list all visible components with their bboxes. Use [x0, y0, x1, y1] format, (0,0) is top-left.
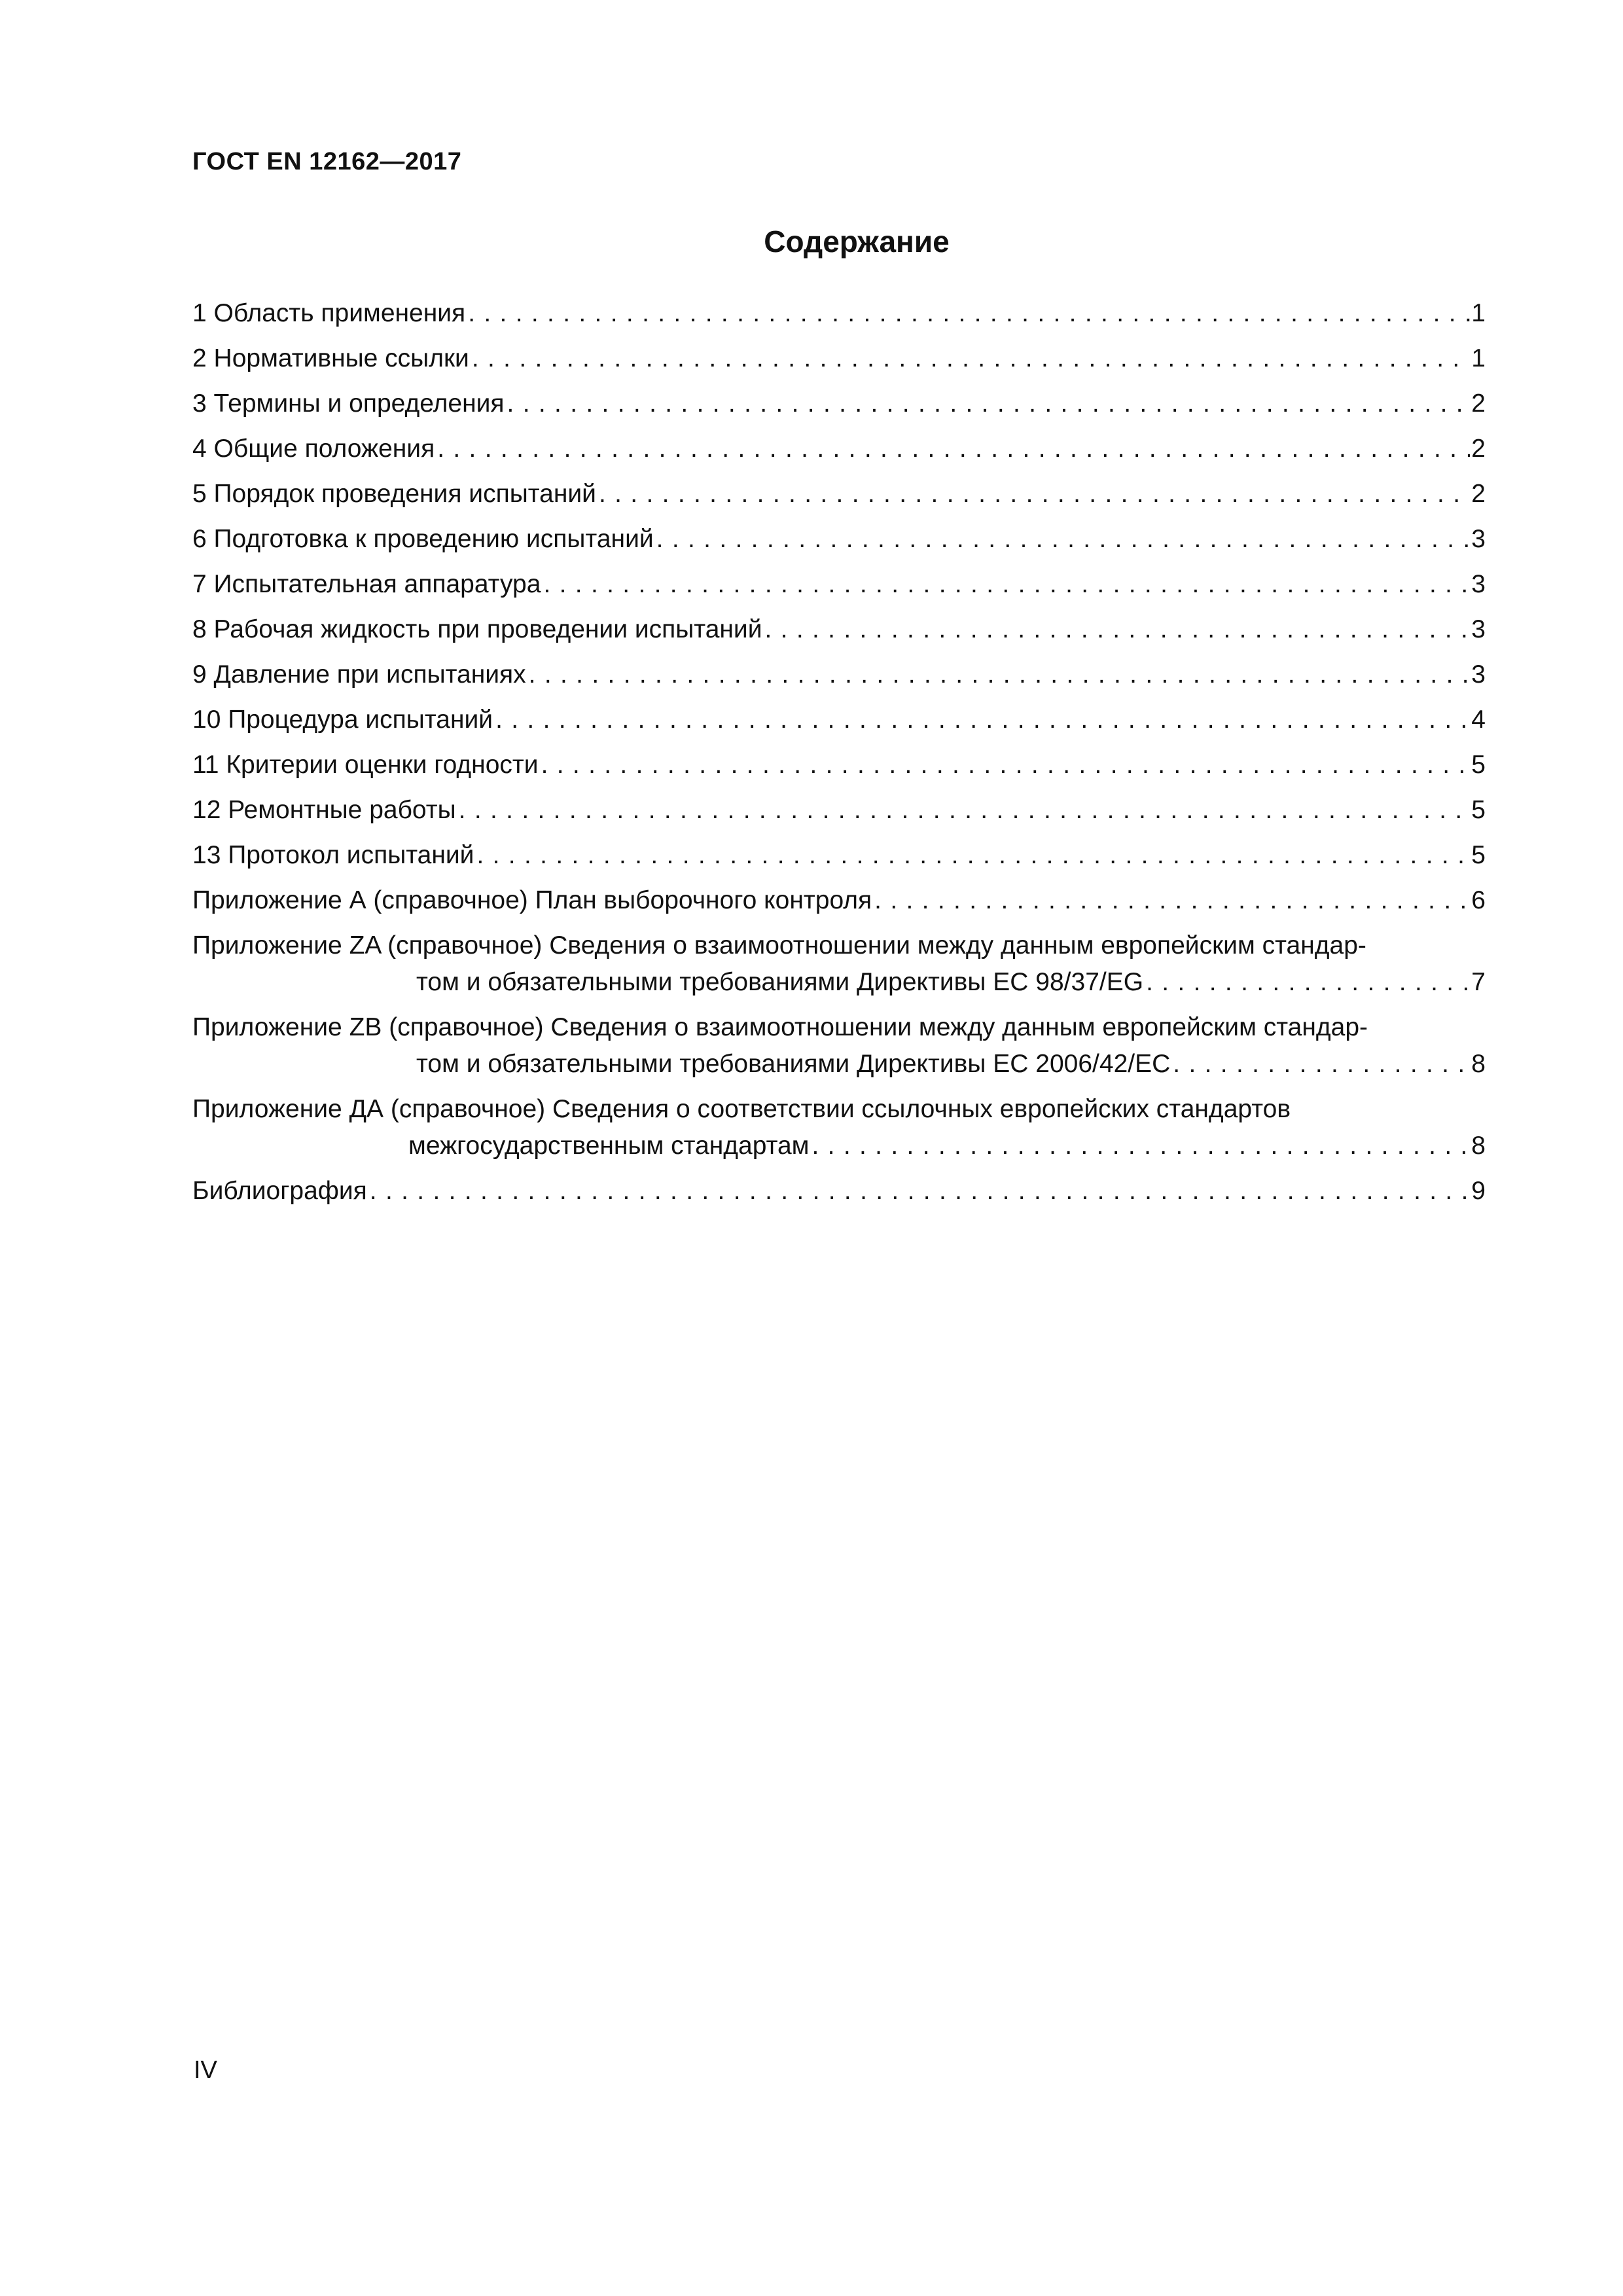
- toc-entry-label: Библиография: [192, 1175, 370, 1207]
- toc-entry-page: 3: [1470, 524, 1486, 555]
- dot-leader: [529, 659, 1471, 691]
- toc-entry-bibliography[interactable]: [192, 1175, 1486, 1207]
- toc-entry-page: 2: [1470, 388, 1486, 420]
- toc-entry-annex-zb[interactable]: [192, 1012, 1486, 1080]
- dot-leader: [656, 524, 1471, 555]
- toc-entry-label: 6 Подготовка к проведению испытаний: [192, 524, 656, 555]
- toc-entry-label: 9 Давление при испытаниях: [192, 659, 529, 691]
- toc-entry-2[interactable]: [192, 343, 1486, 374]
- dot-leader: [541, 749, 1471, 781]
- dot-leader: [1146, 967, 1470, 998]
- dot-leader: [812, 1130, 1471, 1162]
- toc-entry-label: 13 Протокол испытаний: [192, 840, 476, 871]
- toc-entry-label: Приложение ZB (справочное) Сведения о взаимоотношении между данным европейским стандар-: [192, 1013, 1368, 1041]
- toc-entry-7[interactable]: [192, 569, 1486, 600]
- toc-entry-label-cont: том и обязательными требованиями Директивы ЕС 2006/42/ЕС: [416, 1049, 1173, 1080]
- toc-entry-label: 7 Испытательная аппаратура: [192, 569, 543, 600]
- dot-leader: [459, 795, 1471, 826]
- toc-entry-page: 2: [1470, 478, 1486, 510]
- dot-leader: [765, 614, 1471, 645]
- toc-entry-12[interactable]: [192, 795, 1486, 826]
- toc-entry-label: Приложение А (справочное) План выборочного контроля: [192, 885, 874, 916]
- document-code: ГОСТ EN 12162—2017: [192, 148, 462, 175]
- toc-entry-label: 3 Термины и определения: [192, 388, 507, 420]
- toc-heading: Содержание: [764, 224, 950, 259]
- toc-entry-label: 8 Рабочая жидкость при проведении испытаний: [192, 614, 765, 645]
- toc-entry-3[interactable]: [192, 388, 1486, 420]
- toc-entry-page: 9: [1470, 1175, 1486, 1207]
- toc-entry-page: 6: [1470, 885, 1486, 916]
- toc-entry-1[interactable]: [192, 298, 1486, 329]
- dot-leader: [874, 885, 1470, 916]
- dot-leader: [599, 478, 1470, 510]
- dot-leader: [1173, 1049, 1470, 1080]
- dot-leader: [472, 343, 1470, 374]
- toc-entry-label: Приложение ZA (справочное) Сведения о взаимоотношении между данным европейским стандар-: [192, 931, 1366, 960]
- page-number: IV: [194, 2056, 217, 2084]
- toc-entry-page: 8: [1470, 1130, 1486, 1162]
- toc-entry-5[interactable]: [192, 478, 1486, 510]
- toc-entry-page: 1: [1470, 343, 1486, 374]
- toc-entry-label: Приложение ДА (справочное) Сведения о соответствии ссылочных европейских стандартов: [192, 1095, 1291, 1123]
- toc-entry-page: 5: [1470, 795, 1486, 826]
- toc-entry-4[interactable]: [192, 433, 1486, 465]
- toc-entry-label: 1 Область применения: [192, 298, 468, 329]
- toc-entry-11[interactable]: [192, 749, 1486, 781]
- toc-entry-page: 8: [1470, 1049, 1486, 1080]
- toc-entry-10[interactable]: [192, 704, 1486, 736]
- toc-entry-8[interactable]: [192, 614, 1486, 645]
- toc-entry-label-cont: межгосударственным стандартам: [408, 1130, 812, 1162]
- toc-entry-page: 7: [1470, 967, 1486, 998]
- toc-entry-annex-a[interactable]: [192, 885, 1486, 916]
- table-of-contents: [192, 298, 1486, 1221]
- dot-leader: [437, 433, 1470, 465]
- toc-entry-label: 12 Ремонтные работы: [192, 795, 459, 826]
- toc-entry-page: 3: [1470, 614, 1486, 645]
- toc-entry-13[interactable]: [192, 840, 1486, 871]
- toc-entry-page: 5: [1470, 749, 1486, 781]
- toc-entry-page: 5: [1470, 840, 1486, 871]
- dot-leader: [507, 388, 1471, 420]
- toc-entry-page: 4: [1470, 704, 1486, 736]
- toc-entry-label: 2 Нормативные ссылки: [192, 343, 472, 374]
- dot-leader: [468, 298, 1470, 329]
- toc-entry-label: 10 Процедура испытаний: [192, 704, 495, 736]
- dot-leader: [495, 704, 1470, 736]
- toc-entry-label: 5 Порядок проведения испытаний: [192, 478, 599, 510]
- toc-entry-page: 3: [1470, 569, 1486, 600]
- toc-entry-page: 3: [1470, 659, 1486, 691]
- dot-leader: [370, 1175, 1471, 1207]
- toc-entry-6[interactable]: [192, 524, 1486, 555]
- toc-entry-9[interactable]: [192, 659, 1486, 691]
- toc-entry-annex-da[interactable]: [192, 1094, 1486, 1162]
- toc-entry-label-cont: том и обязательными требованиями Директивы ЕС 98/37/EG: [416, 967, 1146, 998]
- dot-leader: [543, 569, 1470, 600]
- toc-entry-annex-za[interactable]: [192, 930, 1486, 998]
- toc-entry-label: 11 Критерии оценки годности: [192, 749, 541, 781]
- toc-entry-label: 4 Общие положения: [192, 433, 437, 465]
- toc-entry-page: 2: [1470, 433, 1486, 465]
- dot-leader: [476, 840, 1470, 871]
- toc-entry-page: 1: [1470, 298, 1486, 329]
